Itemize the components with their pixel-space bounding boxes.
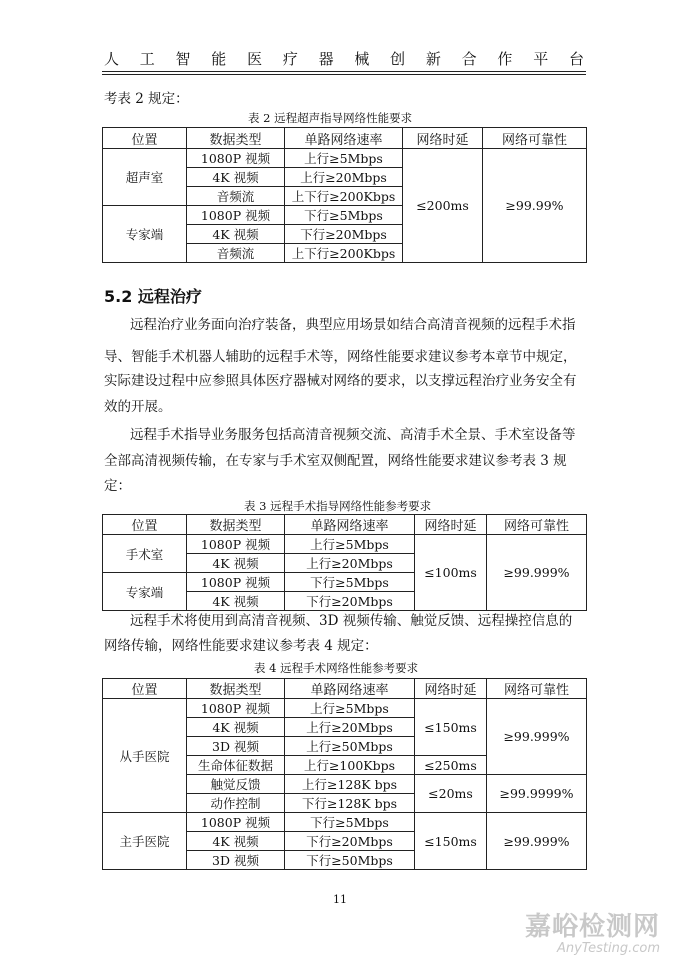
- header-char: 创: [390, 50, 406, 68]
- data-type-cell: 动作控制: [187, 794, 285, 813]
- location-cell: 主手医院: [103, 813, 187, 870]
- latency-cell: ≤100ms: [415, 535, 487, 611]
- col-header-latency: 网络时延: [415, 515, 487, 535]
- table-row: [103, 699, 587, 718]
- data-type-cell: 音频流: [187, 187, 285, 206]
- header-char: 工: [139, 50, 155, 68]
- table-row: [103, 813, 587, 832]
- data-type-cell: 4K 视频: [187, 832, 285, 851]
- reliability-cell: ≥99.999%: [487, 813, 587, 870]
- latency-cell: ≤150ms: [415, 813, 487, 870]
- header-char: 器: [318, 50, 334, 68]
- table3: [102, 514, 587, 611]
- reliability-cell: ≥99.999%: [487, 699, 587, 775]
- rate-cell: 上行≥20Mbps: [285, 718, 415, 737]
- reliability-cell: ≥99.99%: [483, 149, 587, 263]
- data-type-cell: 4K 视频: [187, 168, 285, 187]
- paragraph-line: 效的开展。: [104, 399, 172, 415]
- table-header-row: [103, 515, 587, 535]
- data-type-cell: 4K 视频: [187, 718, 285, 737]
- header-char: 台: [568, 50, 584, 68]
- table2: [102, 127, 587, 263]
- rate-cell: 下行≥128K bps: [285, 794, 415, 813]
- rate-cell: 上行≥5Mbps: [285, 699, 415, 718]
- data-type-cell: 触觉反馈: [187, 775, 285, 794]
- rate-cell: 下行≥5Mbps: [285, 573, 415, 592]
- header-char: 平: [533, 50, 549, 68]
- data-type-cell: 3D 视频: [187, 851, 285, 870]
- paragraph-line: 全部高清视频传输，在专家与手术室双侧配置，网络性能要求建议参考表 3 规: [104, 453, 567, 469]
- col-header-location: 位置: [103, 679, 187, 699]
- header-char: 新: [425, 50, 441, 68]
- header-rule: [102, 71, 586, 72]
- rate-cell: 上行≥5Mbps: [285, 535, 415, 554]
- paragraph-line: 导、智能手术机器人辅助的远程手术等，网络性能要求建议参考本章节中规定，: [104, 349, 577, 365]
- data-type-cell: 4K 视频: [187, 592, 285, 611]
- col-header-latency: 网络时延: [403, 128, 483, 149]
- rate-cell: 下行≥20Mbps: [285, 225, 403, 244]
- watermark-url: AnyTesting.com: [556, 941, 660, 956]
- table-row: [103, 535, 587, 554]
- rate-cell: 上行≥20Mbps: [285, 168, 403, 187]
- location-cell: 专家端: [103, 206, 187, 263]
- col-header-rate: 单路网络速率: [285, 679, 415, 699]
- header-char: 械: [354, 50, 370, 68]
- data-type-cell: 1080P 视频: [187, 149, 285, 168]
- location-cell: 手术室: [103, 535, 187, 573]
- data-type-cell: 生命体征数据: [187, 756, 285, 775]
- table2-caption: 表 2 远程超声指导网络性能要求: [248, 111, 413, 125]
- watermark: [525, 906, 660, 956]
- rate-cell: 下行≥5Mbps: [285, 206, 403, 225]
- col-header-reliability: 网络可靠性: [487, 679, 587, 699]
- col-header-location: 位置: [103, 128, 187, 149]
- header-char: 能: [211, 50, 227, 68]
- data-type-cell: 1080P 视频: [187, 573, 285, 592]
- data-type-cell: 3D 视频: [187, 737, 285, 756]
- col-header-data-type: 数据类型: [187, 128, 285, 149]
- header-rule-thin: [102, 74, 586, 75]
- location-cell: 专家端: [103, 573, 187, 611]
- rate-cell: 下行≥20Mbps: [285, 832, 415, 851]
- table-row: [103, 149, 587, 168]
- paragraph-line: 远程手术将使用到高清音视频、3D 视频传输、触觉反馈、远程操控信息的: [130, 613, 573, 629]
- latency-cell: ≤20ms: [415, 775, 487, 813]
- latency-cell: ≤150ms: [415, 699, 487, 756]
- paragraph-line: 远程手术指导业务服务包括高清音视频交流、高清手术全景、手术室设备等: [130, 427, 576, 443]
- page-header: [104, 48, 584, 69]
- rate-cell: 上行≥5Mbps: [285, 149, 403, 168]
- col-header-reliability: 网络可靠性: [487, 515, 587, 535]
- intro-reference-text: 考表 2 规定：: [104, 91, 189, 107]
- rate-cell: 上下行≥200Kbps: [285, 187, 403, 206]
- page-number: 11: [333, 893, 347, 906]
- col-header-rate: 单路网络速率: [285, 515, 415, 535]
- rate-cell: 上行≥100Kbps: [285, 756, 415, 775]
- col-header-rate: 单路网络速率: [285, 128, 403, 149]
- header-char: 人: [104, 50, 120, 68]
- rate-cell: 下行≥50Mbps: [285, 851, 415, 870]
- col-header-reliability: 网络可靠性: [483, 128, 587, 149]
- rate-cell: 上下行≥200Kbps: [285, 244, 403, 263]
- data-type-cell: 1080P 视频: [187, 699, 285, 718]
- col-header-latency: 网络时延: [415, 679, 487, 699]
- table-header-row: [103, 128, 587, 149]
- header-char: 智: [175, 50, 191, 68]
- rate-cell: 下行≥20Mbps: [285, 592, 415, 611]
- data-type-cell: 1080P 视频: [187, 535, 285, 554]
- header-char: 作: [497, 50, 513, 68]
- table3-caption: 表 3 远程手术指导网络性能参考要求: [244, 499, 432, 513]
- col-header-data-type: 数据类型: [187, 515, 285, 535]
- latency-cell: ≤200ms: [403, 149, 483, 263]
- data-type-cell: 4K 视频: [187, 225, 285, 244]
- reliability-cell: ≥99.9999%: [487, 775, 587, 813]
- rate-cell: 上行≥50Mbps: [285, 737, 415, 756]
- location-cell: 从手医院: [103, 699, 187, 813]
- paragraph-line: 定：: [104, 478, 131, 494]
- data-type-cell: 1080P 视频: [187, 813, 285, 832]
- location-cell: 超声室: [103, 149, 187, 206]
- header-char: 疗: [282, 50, 298, 68]
- data-type-cell: 音频流: [187, 244, 285, 263]
- paragraph-line: 网络传输，网络性能要求建议参考表 4 规定：: [104, 638, 378, 654]
- data-type-cell: 1080P 视频: [187, 206, 285, 225]
- latency-cell: ≤250ms: [415, 756, 487, 775]
- section-heading: 5.2 远程治疗: [104, 287, 202, 306]
- watermark-text: 嘉峪检测网: [524, 912, 660, 942]
- table-header-row: [103, 679, 587, 699]
- paragraph-line: 远程治疗业务面向治疗装备，典型应用场景如结合高清音视频的远程手术指: [130, 317, 576, 333]
- table4-caption: 表 4 远程手术网络性能参考要求: [254, 661, 419, 675]
- reliability-cell: ≥99.999%: [487, 535, 587, 611]
- table4: [102, 678, 587, 870]
- data-type-cell: 4K 视频: [187, 554, 285, 573]
- paragraph-line: 实际建设过程中应参照具体医疗器械对网络的要求，以支撑远程治疗业务安全有: [104, 373, 577, 389]
- col-header-data-type: 数据类型: [187, 679, 285, 699]
- header-char: 医: [247, 50, 263, 68]
- header-char: 合: [461, 50, 477, 68]
- rate-cell: 上行≥20Mbps: [285, 554, 415, 573]
- rate-cell: 上行≥128K bps: [285, 775, 415, 794]
- rate-cell: 下行≥5Mbps: [285, 813, 415, 832]
- col-header-location: 位置: [103, 515, 187, 535]
